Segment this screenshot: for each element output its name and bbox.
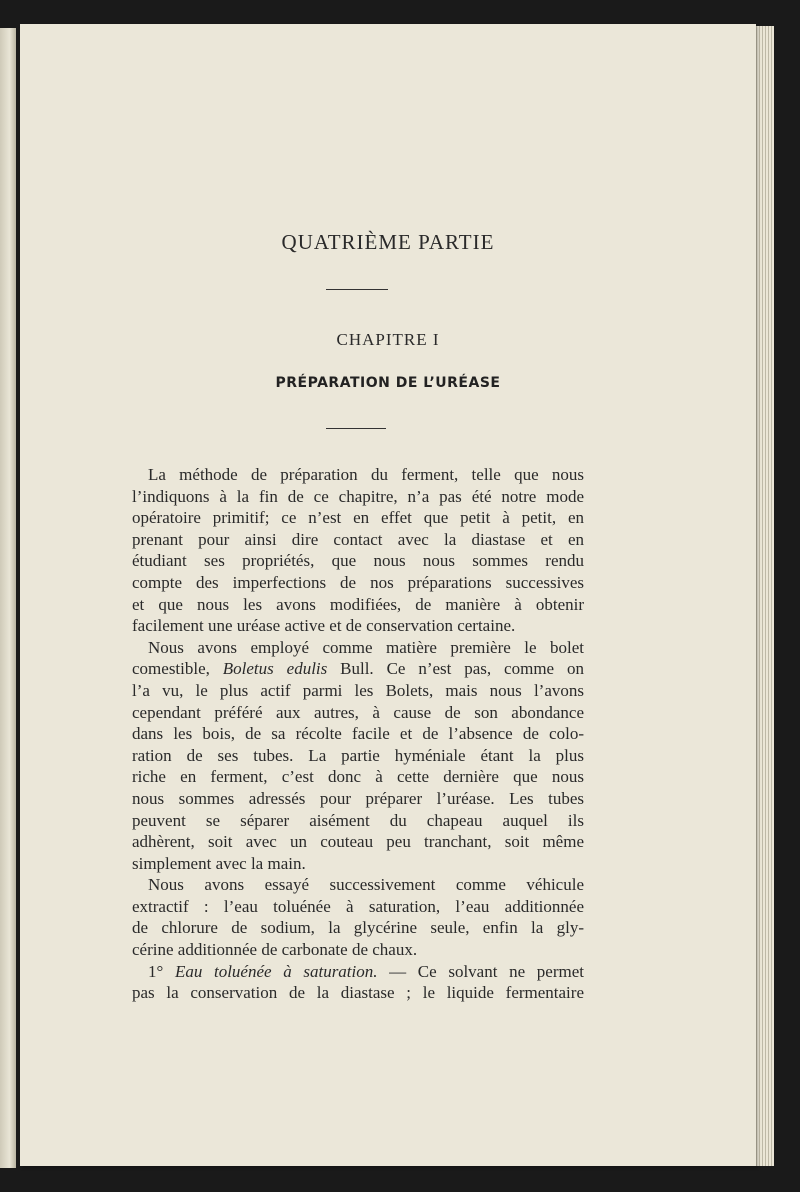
text-line: facilement une uréase active et de conservation certaine. (132, 616, 516, 636)
text-line: opératoire primitif; ce n’est en effet que petit à petit, en (132, 508, 584, 528)
text-line (132, 961, 584, 983)
text-line: l’indiquons à la fin de ce chapitre, n’a pas été notre mode (132, 486, 584, 506)
chapter-title: CHAPITRE I (336, 330, 440, 349)
part-title: QUATRIÈME PARTIE (281, 230, 495, 254)
left-page-edge (0, 28, 16, 1168)
body-text (132, 464, 584, 1004)
text-line: nous sommes adressés pour préparer l’uréase. Les tubes (132, 788, 584, 808)
text-segment: — Ce solvant ne permet (377, 961, 584, 981)
text-line: La méthode de préparation du ferment, telle que nous (148, 465, 584, 484)
italic-text: Boletus edulis (222, 659, 328, 679)
text-line: l’a vu, le plus actif parmi les Bolets, mais nous l’avons (132, 680, 584, 700)
text-line: Nous avons essayé successivement comme véhicule (148, 875, 584, 895)
text-line: extractif : l’eau toluénée à saturation, l’eau additionnée (132, 896, 584, 916)
text-segment: Bull. Ce n’est pas, comme on (327, 659, 584, 679)
text-line: de chlorure de sodium, la glycérine seule, enfin la gly- (132, 918, 584, 938)
italic-text: Eau toluénée à saturation. (174, 961, 378, 981)
text-line: pas la conservation de la diastase ; le liquide fermentaire (132, 983, 584, 1003)
section-title: PRÉPARATION DE L’URÉASE (275, 375, 501, 391)
divider-rule (326, 428, 386, 429)
text-line: Nous avons employé comme matière première le bolet (148, 637, 584, 657)
text-line (132, 658, 584, 680)
text-line: prenant pour ainsi dire contact avec la diastase et en (132, 529, 584, 549)
text-line: peuvent se séparer aisément du chapeau auquel ils (132, 810, 584, 830)
text-line: cependant préféré aux autres, à cause de son abondance (132, 702, 584, 722)
text-line: étudiant ses propriétés, que nous nous sommes rendu (132, 551, 584, 571)
text-line: adhèrent, soit avec un couteau peu tranchant, soit même (132, 832, 584, 852)
text-line: ration de ses tubes. La partie hyméniale étant la plus (132, 745, 584, 765)
text-line: riche en ferment, c’est donc à cette dernière que nous (132, 767, 584, 787)
text-line: et que nous les avons modifiées, de manière à obtenir (132, 594, 584, 614)
text-line: dans les bois, de sa récolte facile et de l’absence de colo- (132, 724, 584, 744)
text-line: cérine additionnée de carbonate de chaux. (132, 940, 418, 960)
text-line: simplement avec la main. (132, 853, 306, 873)
text-line: compte des imperfections de nos préparations successives (132, 572, 584, 592)
divider-rule (326, 289, 388, 290)
text-segment: 1° (148, 961, 175, 981)
text-segment: comestible, (132, 659, 223, 679)
book-page (20, 24, 756, 1166)
